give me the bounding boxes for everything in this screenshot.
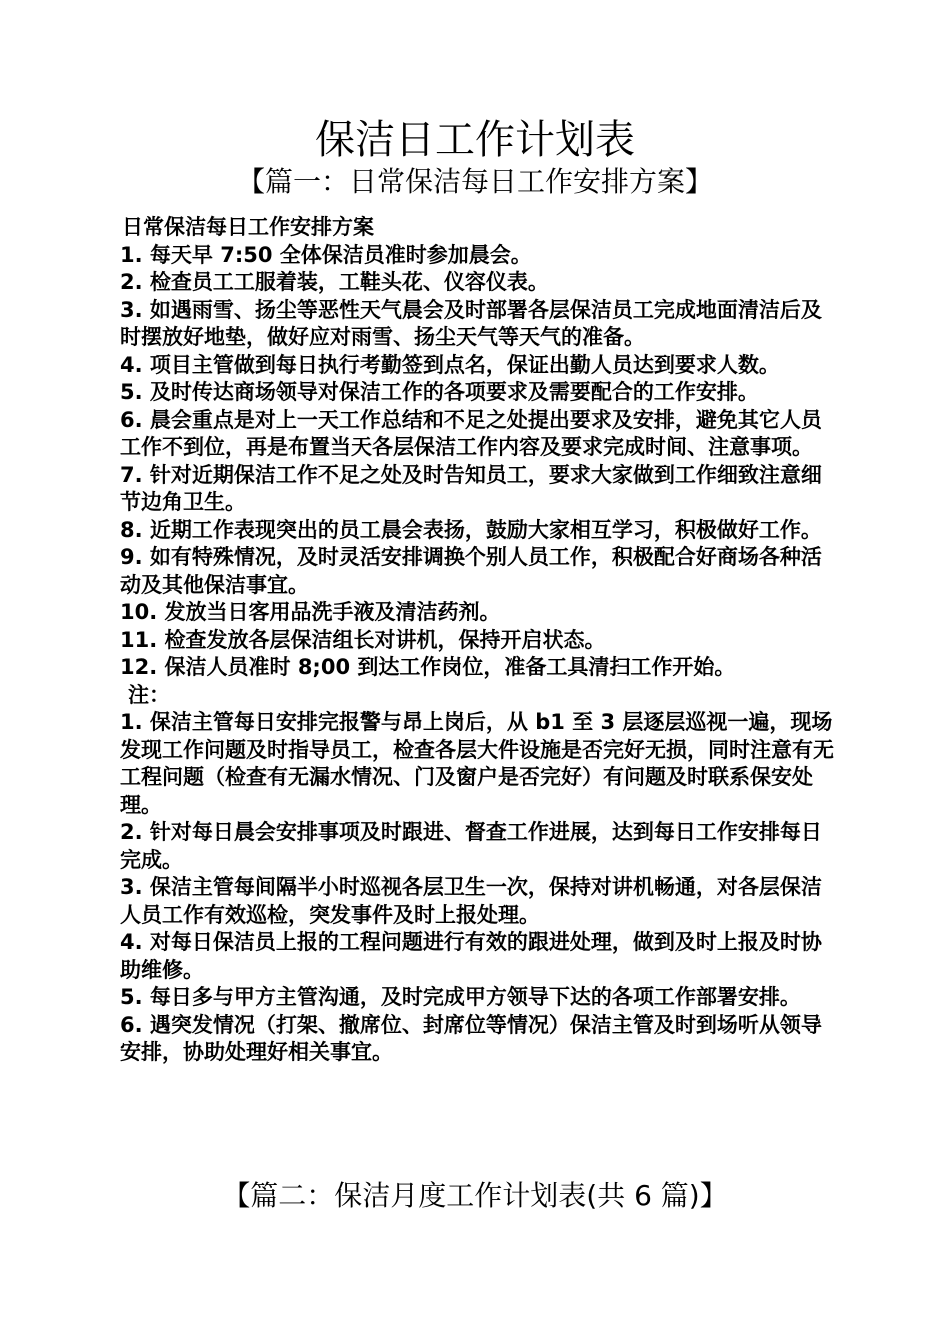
list-item: 6. 晨会重点是对上一天工作总结和不足之处提出要求及安排，避免其它人员工作不到位，再是布置当天各层保洁工作内容及要求完成时间、注意事项。 xyxy=(120,407,822,459)
list-item: 2. 检查员工工服着装，工鞋头花、仪容仪表。 xyxy=(120,270,549,294)
list-item: 5. 及时传达商场领导对保洁工作的各项要求及需要配合的工作安排。 xyxy=(120,380,759,404)
note-item: 4. 对每日保洁员上报的工程问题进行有效的跟进处理，做到及时上报及时协助维修。 xyxy=(120,930,822,982)
section-2-title: 【篇二：保洁月度工作计划表(共 6 篇)】 xyxy=(222,1179,728,1212)
note-item: 3. 保洁主管每间隔半小时巡视各层卫生一次，保持对讲机畅通，对各层保洁人员工作有效巡检，突发事件及时上报处理。 xyxy=(120,875,822,927)
note-item: 5. 每日多与甲方主管沟通，及时完成甲方领导下达的各项工作部署安排。 xyxy=(120,985,801,1009)
list-item: 3. 如遇雨雪、扬尘等恶性天气晨会及时部署各层保洁员工完成地面清洁后及时摆放好地垫，做好应对雨雪、扬尘天气等天气的准备。 xyxy=(120,297,822,349)
list-item: 12. 保洁人员准时 8;00 到达工作岗位，准备工具清扫工作开始。 xyxy=(120,655,736,679)
list-item: 10. 发放当日客用品洗手液及清洁药剂。 xyxy=(120,600,501,624)
note-item: 1. 保洁主管每日安排完报警与昂上岗后，从 b1 至 3 层逐层巡视一遍，现场发现工作问题及时指导员工，检查各层大件设施是否完好无损，同时注意有无工程问题（检查有无漏水情况、门及窗户是否完好）有问题及时联系保安处理。 xyxy=(120,710,834,817)
section-1-title: 【篇一：日常保洁每日工作安排方案】 xyxy=(236,165,713,198)
list-item: 4. 项目主管做到每日执行考勤签到点名，保证出勤人员达到要求人数。 xyxy=(120,352,780,377)
document-body xyxy=(116,214,836,1067)
document-title: 保洁日工作计划表 xyxy=(315,117,635,163)
list-item: 11. 检查发放各层保洁组长对讲机，保持开启状态。 xyxy=(120,627,606,652)
section-heading: 日常保洁每日工作安排方案 xyxy=(122,215,374,239)
list-item: 9. 如有特殊情况，及时灵活安排调换个别人员工作，积极配合好商场各种活动及其他保洁事宜。 xyxy=(120,545,822,597)
note-item: 6. 遇突发情况（打架、撤席位、封席位等情况）保洁主管及时到场听从领导安排，协助处理好相关事宜。 xyxy=(120,1012,822,1064)
list-item: 8. 近期工作表现突出的员工晨会表扬，鼓励大家相互学习，积极做好工作。 xyxy=(120,517,822,542)
note-item: 2. 针对每日晨会安排事项及时跟进、督查工作进展，达到每日工作安排每日完成。 xyxy=(120,820,822,872)
list-item: 7. 针对近期保洁工作不足之处及时告知员工，要求大家做到工作细致注意细节边角卫生。 xyxy=(120,462,822,514)
list-item: 1. 每天早 7:50 全体保洁员准时参加晨会。 xyxy=(120,242,532,267)
note-label: 注： xyxy=(128,682,170,707)
